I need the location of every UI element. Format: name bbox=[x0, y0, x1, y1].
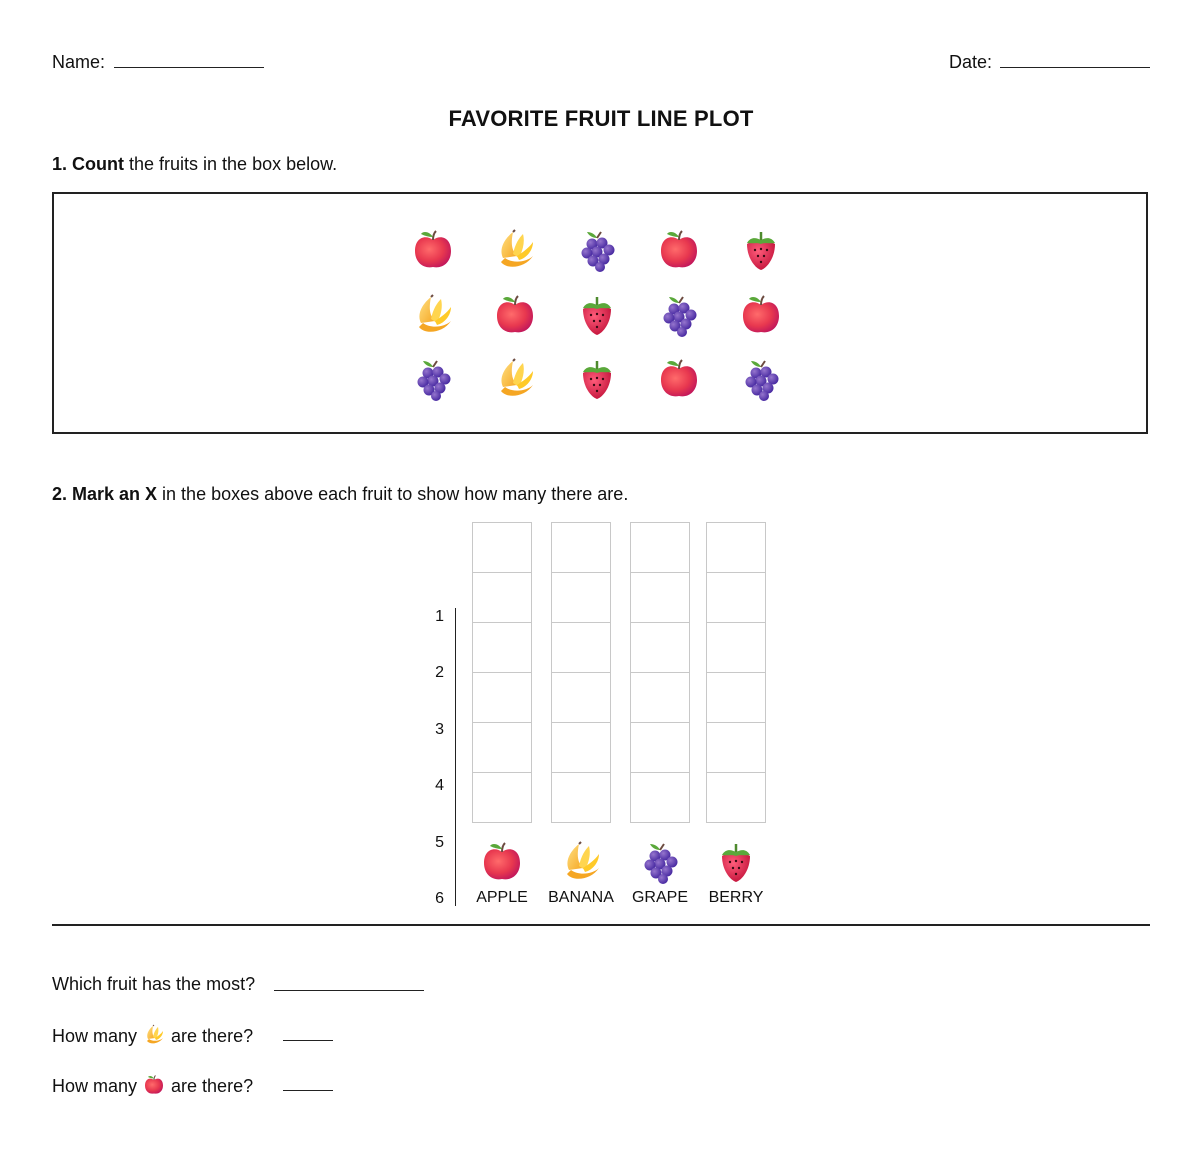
plot-cell-berry-4[interactable] bbox=[706, 622, 766, 673]
strawberry-icon bbox=[739, 228, 783, 272]
plot-cell-apple-2[interactable] bbox=[472, 722, 532, 773]
plot-cell-grape-1[interactable] bbox=[630, 772, 690, 823]
question-banana-post: are there? bbox=[171, 1026, 254, 1046]
plot-cell-apple-1[interactable] bbox=[472, 772, 532, 823]
banana-icon bbox=[143, 1024, 165, 1046]
question-apple-post: are there? bbox=[171, 1076, 254, 1096]
plot-cell-banana-4[interactable] bbox=[551, 622, 611, 673]
step1-text: the fruits in the box below. bbox=[124, 154, 338, 174]
plot-cell-grape-2[interactable] bbox=[630, 722, 690, 773]
plot-cell-berry-5[interactable] bbox=[706, 572, 766, 623]
category-label-banana: BANANA bbox=[548, 889, 614, 906]
category-label-grape: GRAPE bbox=[631, 889, 688, 906]
question-apple-count bbox=[52, 1074, 253, 1097]
apple-icon bbox=[480, 840, 524, 884]
answer-line-most-fruit[interactable] bbox=[274, 990, 424, 991]
banana-icon bbox=[411, 293, 455, 337]
apple-icon bbox=[143, 1074, 165, 1096]
plot-cell-grape-3[interactable] bbox=[630, 672, 690, 723]
banana-icon bbox=[559, 840, 603, 884]
date-label: Date: bbox=[949, 52, 993, 72]
plot-cell-grape-5[interactable] bbox=[630, 572, 690, 623]
question-apple-pre: How many bbox=[52, 1076, 138, 1096]
question-banana-pre: How many bbox=[52, 1026, 138, 1046]
plot-cell-berry-6[interactable] bbox=[706, 522, 766, 573]
apple-icon bbox=[739, 293, 783, 337]
apple-icon bbox=[493, 293, 537, 337]
plot-cell-berry-2[interactable] bbox=[706, 722, 766, 773]
plot-cell-grape-4[interactable] bbox=[630, 622, 690, 673]
step2-bold: 2. Mark an X bbox=[52, 484, 158, 504]
date-blank-line[interactable] bbox=[1000, 67, 1150, 68]
category-label-berry: BERRY bbox=[708, 889, 764, 906]
plot-cell-berry-3[interactable] bbox=[706, 672, 766, 723]
step2-instruction bbox=[52, 484, 628, 505]
y-tick-label: 3 bbox=[435, 721, 444, 738]
question-most-fruit-text: Which fruit has the most? bbox=[52, 974, 256, 994]
section-divider bbox=[52, 924, 1150, 926]
step1-bold: 1. Count bbox=[52, 154, 124, 174]
name-blank-line[interactable] bbox=[114, 67, 264, 68]
grape-icon bbox=[739, 357, 783, 401]
plot-cell-banana-6[interactable] bbox=[551, 522, 611, 573]
y-tick-label: 2 bbox=[435, 664, 444, 681]
category-label-apple: APPLE bbox=[476, 889, 528, 906]
strawberry-icon bbox=[575, 357, 619, 401]
banana-icon bbox=[493, 357, 537, 401]
grape-icon bbox=[638, 840, 682, 884]
grape-icon bbox=[575, 228, 619, 272]
plot-cell-apple-6[interactable] bbox=[472, 522, 532, 573]
step2-text: in the boxes above each fruit to show how many there are. bbox=[157, 484, 629, 504]
plot-cell-banana-5[interactable] bbox=[551, 572, 611, 623]
plot-cell-apple-5[interactable] bbox=[472, 572, 532, 623]
banana-icon bbox=[493, 228, 537, 272]
step1-instruction bbox=[52, 154, 337, 175]
y-tick-label: 1 bbox=[435, 608, 444, 625]
grape-icon bbox=[657, 293, 701, 337]
y-axis-line bbox=[455, 608, 456, 906]
strawberry-icon bbox=[575, 293, 619, 337]
plot-cell-apple-4[interactable] bbox=[472, 622, 532, 673]
question-most-fruit bbox=[52, 974, 255, 995]
strawberry-icon bbox=[714, 840, 758, 884]
apple-icon bbox=[657, 357, 701, 401]
plot-cell-banana-3[interactable] bbox=[551, 672, 611, 723]
y-tick-label: 5 bbox=[435, 834, 444, 851]
plot-cell-berry-1[interactable] bbox=[706, 772, 766, 823]
worksheet-title: FAVORITE FRUIT LINE PLOT bbox=[448, 106, 754, 131]
question-banana-count bbox=[52, 1024, 253, 1047]
plot-cell-banana-2[interactable] bbox=[551, 722, 611, 773]
answer-line-banana-count[interactable] bbox=[283, 1040, 333, 1041]
apple-icon bbox=[411, 228, 455, 272]
apple-icon bbox=[657, 228, 701, 272]
y-tick-label: 6 bbox=[435, 890, 444, 907]
y-tick-label: 4 bbox=[435, 777, 444, 794]
name-label: Name: bbox=[52, 52, 106, 72]
grape-icon bbox=[411, 357, 455, 401]
answer-line-apple-count[interactable] bbox=[283, 1090, 333, 1091]
plot-cell-grape-6[interactable] bbox=[630, 522, 690, 573]
plot-cell-banana-1[interactable] bbox=[551, 772, 611, 823]
plot-cell-apple-3[interactable] bbox=[472, 672, 532, 723]
